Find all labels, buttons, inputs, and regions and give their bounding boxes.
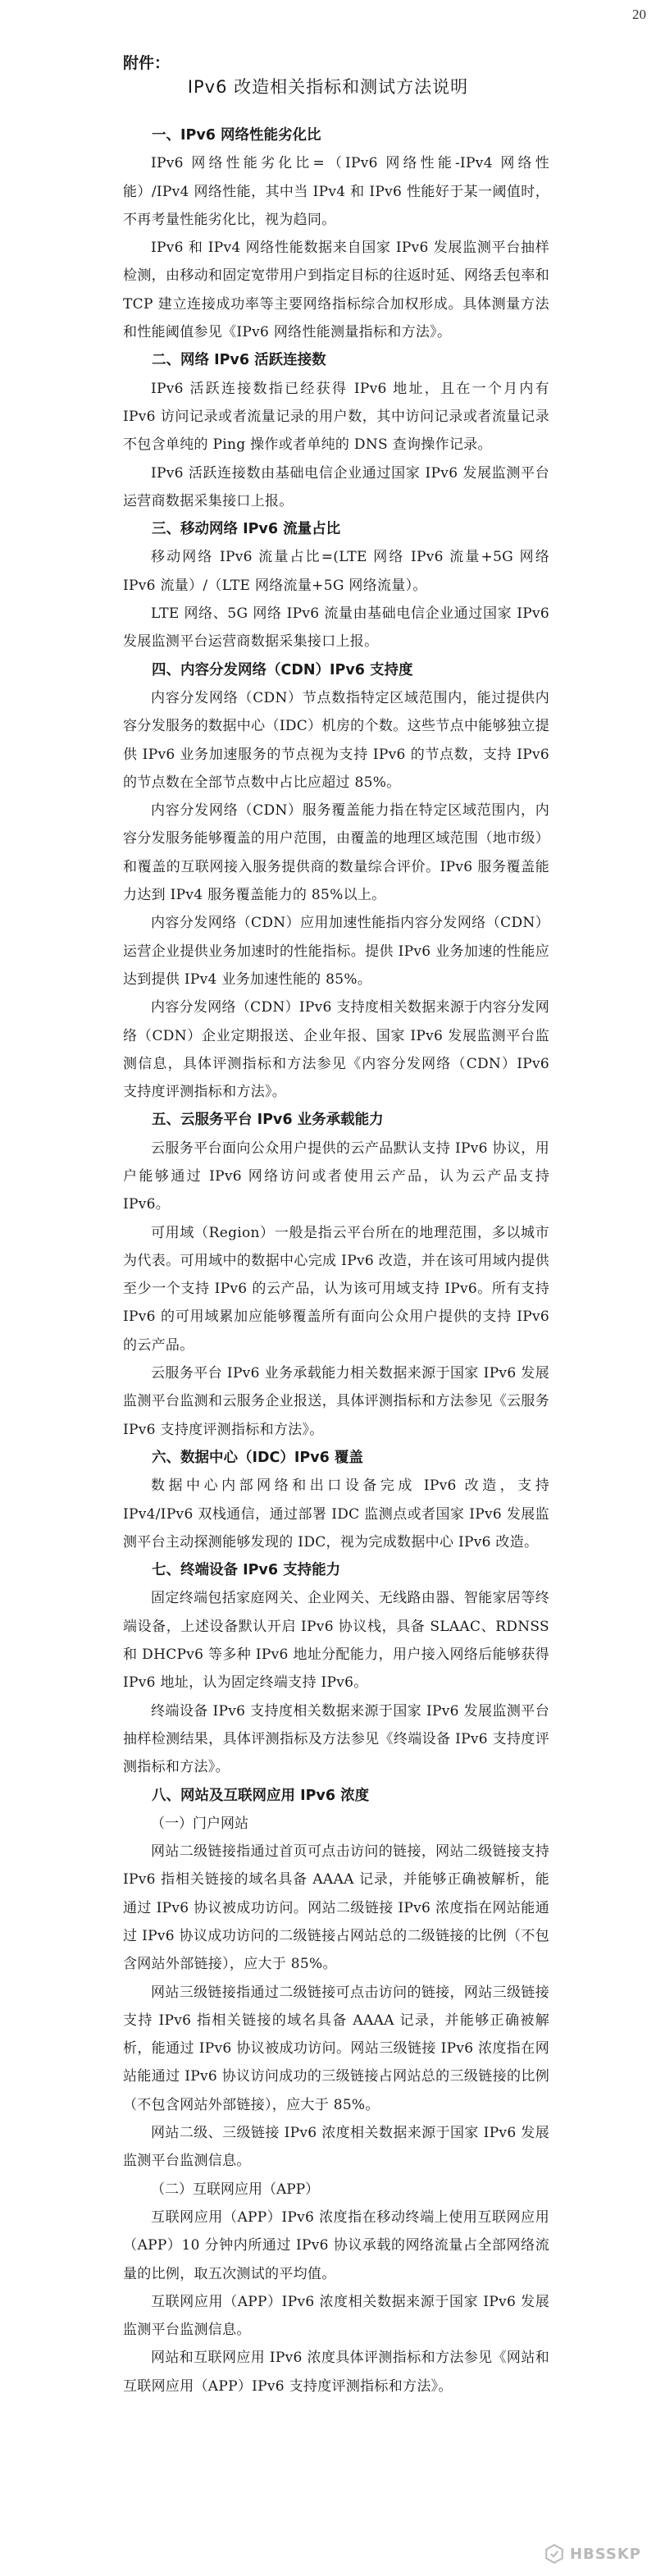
section-heading: 五、云服务平台 IPv6 业务承载能力 xyxy=(152,1112,384,1129)
paragraph: 内容分发网络（CDN）节点数指特定区域范围内，能过提供内容分发服务的数据中心（IDC）机房的个数。这些节点中能够独立提供 IPv6 业务加速服务的节点视为支持 IPv6 的节点数，支持 IPv6 的节点数在全部节点数中占比应超过 85%。 xyxy=(123,689,549,791)
section-heading: 八、网站及互联网应用 IPv6 浓度 xyxy=(152,1787,370,1804)
paragraph: LTE 网络、5G 网络 IPv6 流量由基础电信企业通过国家 IPv6 发展监测平台运营商数据采集接口上报。 xyxy=(123,605,549,651)
paragraph: 网站二级、三级链接 IPv6 浓度相关数据来源于国家 IPv6 发展监测平台监测信息。 xyxy=(123,2125,549,2170)
paragraph: 可用域（Region）一般是指云平台所在的地理范围，多以城市为代表。可用域中的数据中心完成 IPv6 改造，并在该可用域内提供至少一个支持 IPv6 的云产品，认为该可用域支持 IPv6。所有支持 IPv6 的可用域累加应能够覆盖所有面向公众用户提供的支持 IPv6 的云产品。 xyxy=(123,1224,549,1354)
paragraph: 网站和互联网应用 IPv6 浓度具体评测指标和方法参见《网站和互联网应用（APP）IPv6 支持度评测指标和方法》。 xyxy=(123,2350,549,2395)
watermark-text: HBSSKP xyxy=(569,2545,641,2563)
section-heading: 二、网络 IPv6 活跃连接数 xyxy=(152,352,326,369)
section-heading: 七、终端设备 IPv6 支持能力 xyxy=(152,1562,341,1579)
document-title: IPv6 改造相关指标和测试方法说明 xyxy=(187,77,469,97)
paragraph: 内容分发网络（CDN）IPv6 支持度相关数据来源于内容分发网络（CDN）企业定期报送、企业年报、国家 IPv6 发展监测平台监测信息，具体评测指标和方法参见《内容分发网络（CDN）IPv6 支持度评测指标和方法》。 xyxy=(123,999,549,1101)
paragraph: 内容分发网络（CDN）应用加速性能指内容分发网络（CDN）运营企业提供业务加速时的性能指标。提供 IPv6 业务加速的性能应达到提供 IPv4 业务加速性能的 85%。 xyxy=(123,915,549,988)
section-heading: 一、IPv6 网络性能劣化比 xyxy=(152,127,321,144)
paragraph: 固定终端包括家庭网关、企业网关、无线路由器、智能家居等终端设备，上述设备默认开启 IPv6 协议栈，具备 SLAAC、RDNSS 和 DHCPv6 等多种 IPv6 地址分配能力，用户接入网络后能够获得 IPv6 地址，认为固定终端支持 IPv6。 xyxy=(123,1590,549,1692)
page-number: 20 xyxy=(632,7,646,22)
section-heading: 三、移动网络 IPv6 流量占比 xyxy=(152,521,341,538)
paragraph: 互联网应用（APP）IPv6 浓度相关数据来源于国家 IPv6 发展监测平台监测信息。 xyxy=(123,2293,549,2339)
subsection-heading: （一）门户网站 xyxy=(151,1815,248,1832)
paragraph: IPv6 和 IPv4 网络性能数据来自国家 IPv6 发展监测平台抽样检测，由移动和固定宽带用户到指定目标的往返时延、网络丢包率和 TCP 建立连接成功率等主要网络指标综合加权形成。具体测量方法和性能阈值参见《IPv6 网络性能测量指标和方法》。 xyxy=(123,240,549,341)
paragraph: 互联网应用（APP）IPv6 浓度指在移动终端上使用互联网应用（APP）10 分钟内所通过 IPv6 协议承载的网络流量占全部网络流量的比例，取五次测试的平均值。 xyxy=(123,2208,549,2282)
watermark xyxy=(544,2543,641,2565)
paragraph: 数据中心内部网络和出口设备完成 IPv6 改造，支持 IPv4/IPv6 双栈通信，通过部署 IDC 监测点或者国家 IPv6 发展监测平台主动探测能够发现的 IDC，视为完成数据中心 IPv6 改造。 xyxy=(123,1478,549,1551)
attachment-label: 附件： xyxy=(123,54,171,72)
paragraph: 终端设备 IPv6 支持度相关数据来源于国家 IPv6 发展监测平台抽样检测结果，具体评测指标及方法参见《终端设备 IPv6 支持度评测指标和方法》。 xyxy=(123,1702,549,1776)
paragraph: 云服务平台面向公众用户提供的云产品默认支持 IPv6 协议，用户能够通过 IPv6 网络访问或者使用云产品，认为云产品支持 IPv6。 xyxy=(123,1140,549,1213)
paragraph: 内容分发网络（CDN）服务覆盖能力指在特定区域范围内，内容分发服务能够覆盖的用户范围，由覆盖的地理区域范围（地市级）和覆盖的互联网接入服务提供商的数量综合评价。IPv6 服务覆盖能力达到 IPv4 服务覆盖能力的 85%以上。 xyxy=(123,802,549,904)
paragraph: 网站二级链接指通过首页可点击访问的链接，网站二级链接支持 IPv6 指相关链接的域名具备 AAAA 记录，并能够正确被解析，能通过 IPv6 协议被成功访问。网站二级链接 IPv6 浓度指在网站能通过 IPv6 协议成功访问的二级链接占网站总的二级链接的比例（不包含网站外部链接），应大于 85%。 xyxy=(123,1843,549,1973)
paragraph: IPv6 活跃连接数由基础电信企业通过国家 IPv6 发展监测平台运营商数据采集接口上报。 xyxy=(123,464,549,509)
document-body xyxy=(123,121,549,2400)
paragraph: IPv6 网络性能劣化比=（IPv6 网络性能-IPv4 网络性能）/IPv4 网络性能，其中当 IPv4 和 IPv6 性能好于某一阈值时，不再考量性能劣化比，视为趋同。 xyxy=(123,155,549,228)
section-heading: 四、内容分发网络（CDN）IPv6 支持度 xyxy=(152,661,413,678)
paragraph: 网站三级链接指通过二级链接可点击访问的链接，网站三级链接支持 IPv6 指相关链接的域名具备 AAAA 记录，并能够正确被解析，能通过 IPv6 协议被成功访问。网站三级链接 IPv6 浓度指在网站能通过 IPv6 协议访问成功的三级链接占网站总的三级链接的比例（不包含网站外部链接），应大于 85%。 xyxy=(123,1984,549,2113)
paragraph: 云服务平台 IPv6 业务承载能力相关数据来源于国家 IPv6 发展监测平台监测和云服务企业报送，具体评测指标和方法参见《云服务 IPv6 支持度评测指标和方法》。 xyxy=(123,1365,549,1438)
paragraph: 移动网络 IPv6 流量占比=(LTE 网络 IPv6 流量+5G 网络 IPv6 流量）/（LTE 网络流量+5G 网络流量）。 xyxy=(123,549,549,594)
subsection-heading: （二）互联网应用（APP） xyxy=(151,2181,320,2198)
hexagon-logo-icon xyxy=(544,2543,565,2565)
section-heading: 六、数据中心（IDC）IPv6 覆盖 xyxy=(152,1449,363,1466)
paragraph: IPv6 活跃连接数指已经获得 IPv6 地址，且在一个月内有 IPv6 访问记录或者流量记录的用户数，其中访问记录或者流量记录不包含单纯的 Ping 操作或者单纯的 DNS 查询操作记录。 xyxy=(123,380,549,454)
